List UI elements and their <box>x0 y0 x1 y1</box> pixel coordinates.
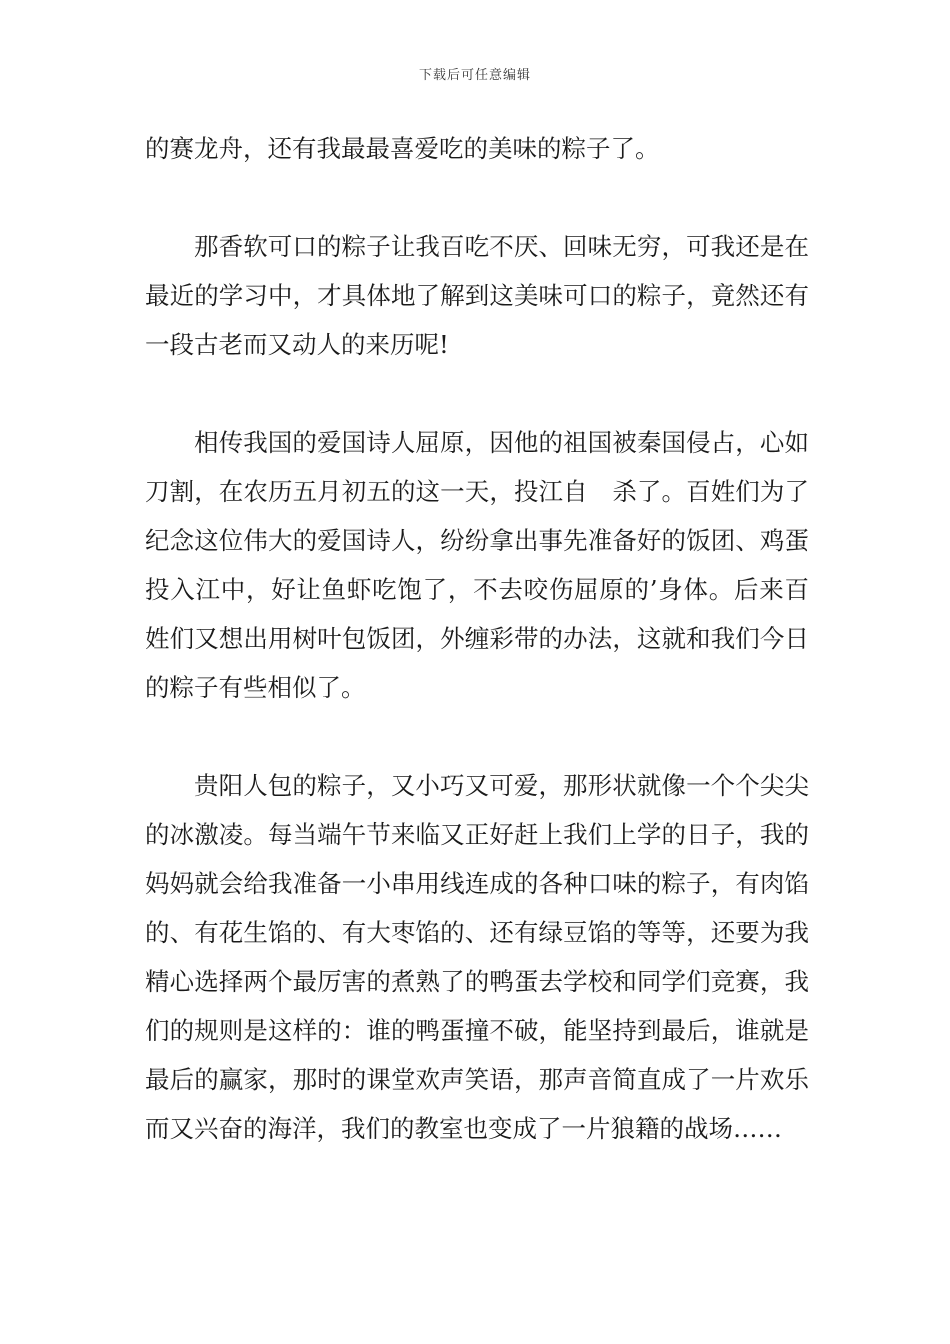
paragraph-2: 那香软可口的粽子让我百吃不厌、回味无穷，可我还是在最近的学习中，才具体地了解到这美味可口的粽子，竟然还有一段古老而又动人的来历呢! <box>145 232 809 359</box>
paragraph-3: 相传我国的爱国诗人屈原，因他的祖国被秦国侵占，心如刀割，在农历五月初五的这一天，投江自 杀了。百姓们为了纪念这位伟大的爱国诗人，纷纷拿出事先准备好的饭团、鸡蛋投入江中，好让鱼虾吃饱了，不去咬伤屈原的’身体。后来百姓们又想出用树叶包饭团，外缠彩带的办法，这就和我们今日的粽子有些相似了。 <box>145 428 809 702</box>
document-body <box>145 124 809 1153</box>
paragraph-1: 的赛龙舟，还有我最最喜爱吃的美味的粽子了。 <box>145 134 660 163</box>
page-header: 下载后可任意编辑 <box>418 68 531 83</box>
paragraph-4: 贵阳人包的粽子，又小巧又可爱，那形状就像一个个尖尖的冰激凌。每当端午节来临又正好赶上我们上学的日子，我的妈妈就会给我准备一小串用线连成的各种口味的粽子，有肉馅的、有花生馅的、有大枣馅的、还有绿豆馅的等等，还要为我精心选择两个最厉害的煮熟了的鸭蛋去学校和同学们竞赛，我们的规则是这样的：谁的鸭蛋撞不破，能坚持到最后，谁就是最后的赢家，那时的课堂欢声笑语，那声音简直成了一片欢乐而又兴奋的海洋，我们的教室也变成了一片狼籍的战场…… <box>145 771 809 1143</box>
